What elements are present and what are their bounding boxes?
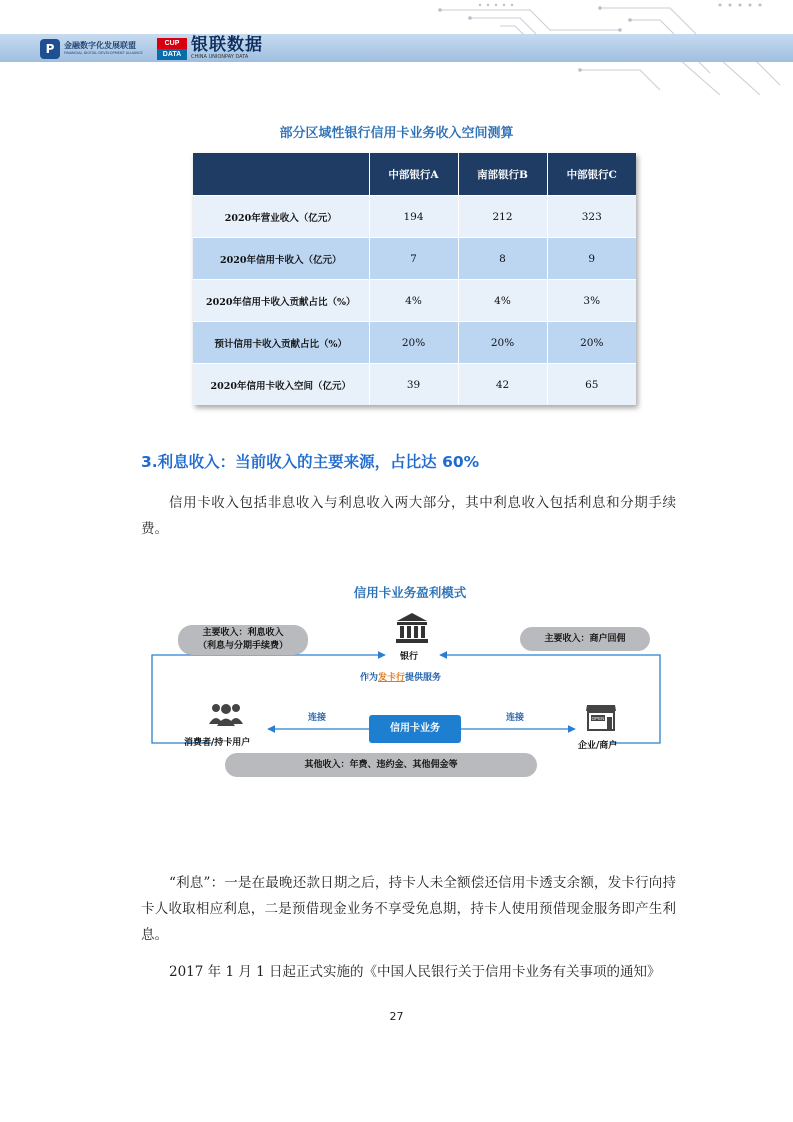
table-cell: 20% [547, 322, 636, 364]
table-cell: 4% [369, 280, 458, 322]
shop-icon [585, 703, 617, 731]
table-cell: 39 [369, 364, 458, 406]
merchant-income-pill: 主要收入：商户回佣 [520, 627, 650, 651]
row-label: 2020年信用卡收入（亿元） [193, 238, 369, 280]
row-label: 2020年信用卡收入空间（亿元） [193, 364, 369, 406]
connect-right-label: 连接 [506, 713, 525, 723]
table-title: 部分区域性银行信用卡业务收入空间测算 [279, 126, 514, 141]
row-label: 2020年营业收入（亿元） [193, 196, 369, 238]
table-cell: 9 [547, 238, 636, 280]
unionpay-data-name: 银联数据 [191, 35, 263, 55]
unionpay-data-logo [157, 37, 263, 60]
table-cell: 7 [369, 238, 458, 280]
table-cell: 4% [458, 280, 547, 322]
table-cell: 20% [458, 322, 547, 364]
table-row [193, 280, 636, 322]
table-row [193, 322, 636, 364]
section-heading: 3.利息收入：当前收入的主要来源，占比达 60% [141, 453, 480, 471]
table-cell: 8 [458, 238, 547, 280]
diagram-title: 信用卡业务盈利模式 [353, 585, 467, 600]
row-label: 预计信用卡收入贡献占比（%） [193, 322, 369, 364]
other-income-pill: 其他收入：年费、违约金、其他佣金等 [225, 753, 537, 777]
table-cell: 194 [369, 196, 458, 238]
revenue-table [193, 153, 636, 405]
table-cell: 3% [547, 280, 636, 322]
issuer-service-text: 作为发卡行提供服务 [360, 673, 442, 683]
table-cell: 212 [458, 196, 547, 238]
row-label: 2020年信用卡收入贡献占比（%） [193, 280, 369, 322]
page-number: 27 [389, 1010, 404, 1023]
paragraph: 2017 年 1 月 1 日起正式实施的《中国人民银行关于信用卡业务有关事项的通知》 [169, 964, 661, 980]
column-header: 南部银行B [458, 153, 547, 196]
svg-text:OPEN: OPEN [591, 716, 605, 721]
alliance-logo [40, 38, 143, 60]
merchant-label: 企业/商户 [578, 741, 618, 751]
bank-icon [395, 612, 429, 644]
main-income-pill: 主要收入：利息收入 （利息与分期手续费） [178, 625, 308, 655]
unionpay-data-english: CHINA UNIONPAY DATA [191, 54, 249, 60]
table-cell: 323 [547, 196, 636, 238]
profit-model-diagram [140, 575, 680, 790]
table-row [193, 238, 636, 280]
paragraph: “利息”：一是在最晚还款日期之后，持卡人未全额偿还信用卡透支余额，发卡行向持卡人收取相应利息，二是预借现金业务不享受免息期，持卡人使用预借现金服务即产生利息。 [141, 875, 676, 943]
table-cell: 20% [369, 322, 458, 364]
paragraph: 信用卡收入包括非息收入与利息收入两大部分，其中利息收入包括利息和分期手续费。 [141, 495, 676, 537]
table-row [193, 196, 636, 238]
column-header: 中部银行C [547, 153, 636, 196]
consumer-label: 消费者/持卡用户 [184, 738, 251, 748]
bank-label: 银行 [400, 652, 419, 662]
alliance-logo-english: FINANCIAL DIGITAL DEVELOPMENT ALLIANCE [64, 51, 143, 56]
credit-card-business-box: 信用卡业务 [369, 715, 461, 743]
consumers-icon [208, 702, 244, 726]
cup-data-icon: CUP DATA [157, 38, 187, 60]
alliance-logo-icon: P [40, 39, 60, 59]
table-row [193, 364, 636, 406]
alliance-logo-name: 金融数字化发展联盟 [64, 41, 136, 51]
table-cell: 42 [458, 364, 547, 406]
column-header: 中部银行A [369, 153, 458, 196]
table-cell: 65 [547, 364, 636, 406]
connect-left-label: 连接 [308, 713, 327, 723]
column-header [193, 153, 369, 196]
